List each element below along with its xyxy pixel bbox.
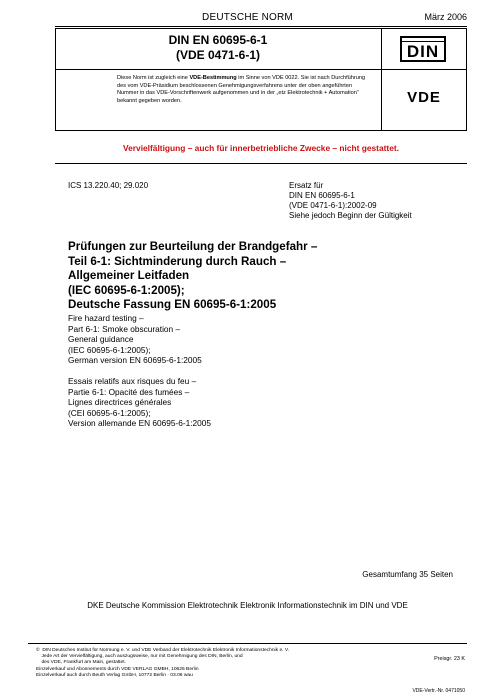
- french-title-line: Essais relatifs aux risques du feu –: [68, 376, 197, 386]
- english-title-line: German version EN 60695-6-1:2005: [68, 355, 202, 365]
- page-count: Gesamtumfang 35 Seiten: [362, 570, 453, 579]
- german-title-line: (IEC 60695-6-1:2005);: [68, 283, 185, 297]
- footer-rule: [28, 643, 467, 644]
- note-text-bold: VDE-Bestimmung: [189, 75, 237, 81]
- title-box-divider: [381, 28, 382, 131]
- german-title-line: Deutsche Fassung EN 60695-6-1:2005: [68, 298, 277, 311]
- french-title-line: (CEI 60695-6-1:2005);: [68, 407, 151, 418]
- replacement-line: Siehe jedoch Beginn der Gültigkeit: [289, 211, 412, 220]
- copyright-line: Einzelverkauf auch durch Beuth Verlag GmbH, 10772 Berlin · 03.06 wau: [36, 672, 193, 678]
- vde-order-number: VDE-Vertr.-Nr. 0471050: [412, 688, 465, 694]
- vde-logo: VDE: [407, 89, 441, 106]
- copyright-line: Jede Art der Vervielfältigung, auch auszugsweise, nur mit Genehmigung des DIN, Berlin, und: [36, 654, 243, 660]
- english-title-line: (IEC 60695-6-1:2005);: [68, 344, 151, 355]
- replacement-line: Ersatz für: [289, 181, 324, 190]
- dke-line: DKE Deutsche Kommission Elektrotechnik Elektronik Informationstechnik im DIN und VDE: [87, 601, 408, 610]
- copyright-line: © DIN Deutsches Institut für Normung e. V. und VDE Verband der Elektrotechnik Elektronik Informationstechnik e. V.: [36, 648, 290, 653]
- ics-code: ICS 13.220.40; 29.020: [68, 181, 149, 190]
- english-title-line: Part 6-1: Smoke obscuration –: [68, 323, 181, 334]
- publication-date: März 2006: [424, 12, 467, 22]
- english-title-line: General guidance: [68, 334, 134, 344]
- copyright-line: Einzelverkauf und Abonnements durch VDE VERLAG GMBH, 10625 Berlin: [36, 666, 199, 672]
- german-title-line: Prüfungen zur Beurteilung der Brandgefahr –: [68, 240, 318, 253]
- copyright-notice: [36, 648, 396, 679]
- header-rule: [55, 26, 467, 27]
- german-title-line: Allgemeiner Leitfaden: [68, 269, 190, 282]
- note-text-2: im Sinne von VDE 0022. Sie ist nach Durchführung des vom VDE-Präsidium beschlossenen Genehmigungsverfahrens unter der oben angeführten Nummer in das VDE-Vorschriftenwerk aufgenommen und in der „etz Elektrotechnik + Automation“ bekannt gegeben worden.: [117, 75, 366, 104]
- din-logo-text: DIN: [406, 42, 440, 61]
- german-title: [68, 240, 448, 313]
- din-logo: [400, 36, 446, 62]
- replacement-line: DIN EN 60695-6-1: [289, 191, 355, 200]
- french-title-line: Partie 6-1: Opacité des fumées –: [68, 386, 190, 397]
- french-title: [68, 376, 368, 429]
- french-title-line: Version allemande EN 60695-6-1:2005: [68, 418, 211, 428]
- german-title-line: Teil 6-1: Sichtminderung durch Rauch –: [68, 254, 287, 268]
- norm-type-header: DEUTSCHE NORM: [202, 12, 293, 23]
- english-title-line: Fire hazard testing –: [68, 313, 144, 323]
- english-title: [68, 313, 368, 366]
- french-title-line: Lignes directrices générales: [68, 397, 172, 407]
- reproduction-notice: Vervielfältigung – auch für innerbetriebliche Zwecke – nicht gestattet.: [123, 143, 399, 153]
- copyright-line: des VDE, Frankfurt am Main, gestattet.: [36, 660, 126, 666]
- replacement-line: (VDE 0471-6-1):2002-09: [289, 201, 377, 210]
- title-box-hdivider: [55, 69, 467, 70]
- notice-rule: [55, 163, 467, 164]
- vde-number: (VDE 0471-6-1): [175, 48, 261, 62]
- note-text-1: Diese Norm ist zugleich eine: [117, 75, 190, 81]
- price-group: Preisgr. 23 K: [434, 656, 465, 662]
- document-number: DIN EN 60695-6-1: [168, 33, 268, 47]
- vde-determination-note: [117, 75, 375, 105]
- replacement-info: [289, 181, 412, 221]
